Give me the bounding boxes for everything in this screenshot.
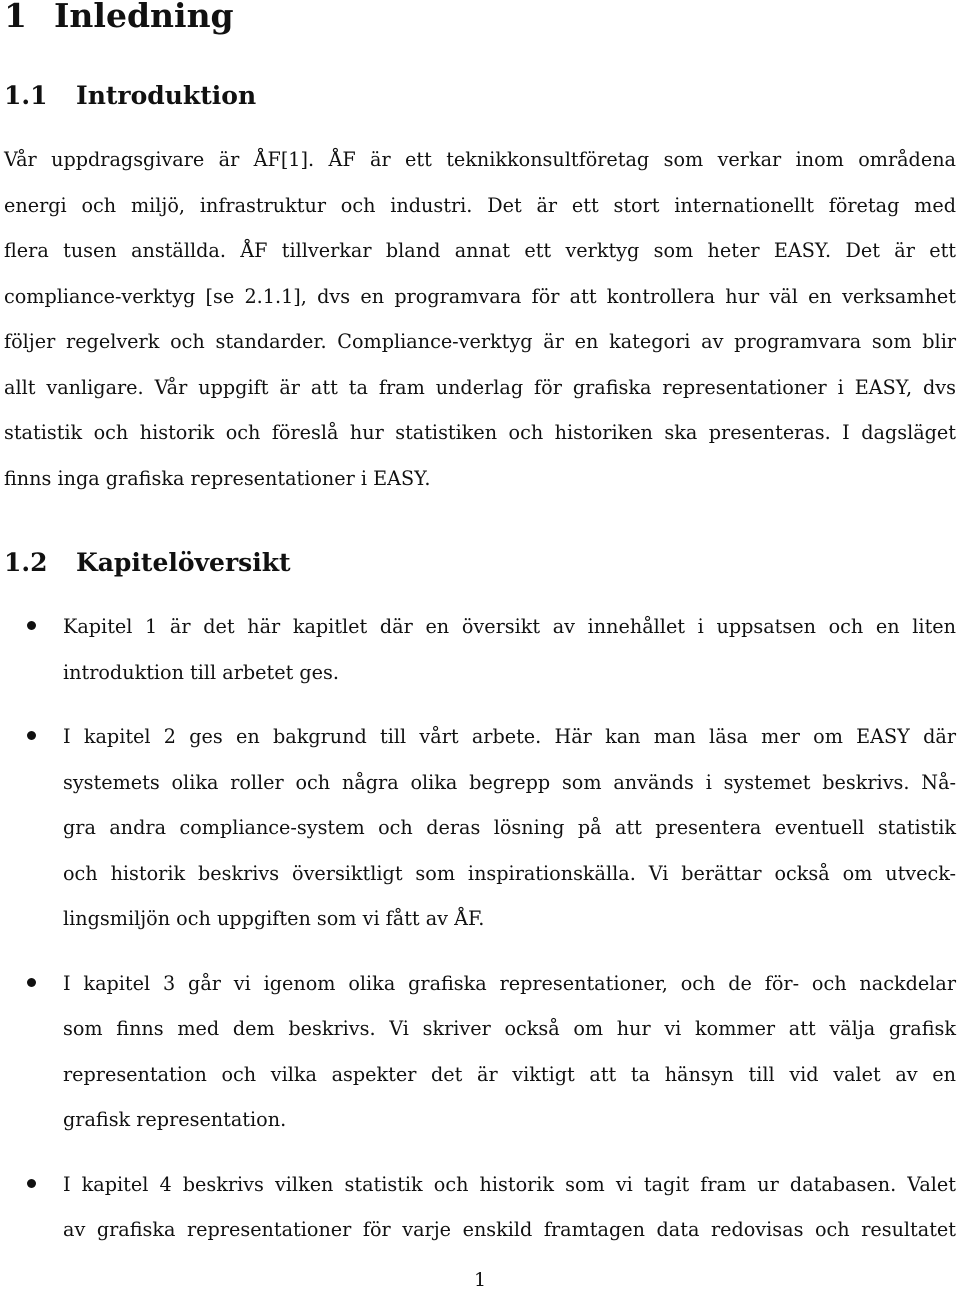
page-number: 1	[473, 1269, 487, 1291]
intro-paragraph	[4, 137, 956, 501]
list-item-text	[63, 961, 956, 1143]
paragraph-line: flera tusen anställda. ÅF tillverkar bland annat ett verktyg som heter EASY. Det är ett	[4, 239, 956, 262]
section-heading-kapiteloversikt	[4, 546, 291, 580]
list-item-line: systemets olika roller och några olika begrepp som används i systemet beskrivs. Nå-	[63, 770, 956, 794]
paragraph-line: finns inga grafiska representationer i EASY.	[4, 466, 431, 490]
bullet-icon	[27, 731, 36, 740]
list-item-text	[63, 714, 956, 942]
section-title: Introduktion	[76, 81, 257, 110]
list-item-text	[63, 604, 956, 695]
list-item-line: I kapitel 3 går vi igenom olika grafiska representationer, och de för- och nackdelar	[63, 971, 956, 995]
section-number: 1.1	[4, 81, 48, 110]
bullet-icon	[27, 978, 36, 987]
list-item-text	[63, 1162, 956, 1253]
list-item-line: som finns med dem beskrivs. Vi skriver också om hur vi kommer att välja grafisk	[63, 1017, 956, 1040]
paragraph-line: allt vanligare. Vår uppgift är att ta fram underlag för grafiska representationer i EASY, dvs	[4, 375, 956, 399]
list-item-line: och historik beskrivs översiktligt som inspirationskälla. Vi berättar också om utveck-	[63, 861, 956, 885]
bullet-icon	[27, 1179, 36, 1188]
chapter-heading	[4, 0, 234, 38]
list-item-line: I kapitel 4 beskrivs vilken statistik och historik som vi tagit fram ur databasen. Valet	[63, 1172, 956, 1196]
paragraph-line: följer regelverk och standarder. Compliance-verktyg är en kategori av programvara som blir	[4, 330, 956, 353]
list-item-line: introduktion till arbetet ges.	[63, 660, 339, 684]
paragraph-line: energi och miljö, infrastruktur och industri. Det är ett stort internationellt företag med	[4, 193, 956, 217]
list-item	[0, 604, 960, 695]
chapter-title: Inledning	[54, 0, 234, 35]
list-item-line: I kapitel 2 ges en bakgrund till vårt arbete. Här kan man läsa mer om EASY där	[63, 725, 956, 748]
list-item-line: lingsmiljön och uppgiften som vi fått av ÅF.	[63, 907, 485, 930]
paragraph-line: statistik och historik och föreslå hur statistiken och historiken ska presenteras. I dagsläget	[4, 421, 956, 444]
section-heading-introduktion	[4, 79, 256, 113]
chapter-number: 1	[4, 0, 27, 35]
list-item-line: representation och vilka aspekter det är viktigt att ta hänsyn till vid valet av en	[63, 1062, 956, 1086]
section-number: 1.2	[4, 548, 48, 577]
list-item-line: av grafiska representationer för varje enskild framtagen data redovisas och resultatet	[63, 1218, 956, 1241]
list-item	[0, 714, 960, 942]
chapter-overview-list	[0, 604, 960, 1272]
paragraph-line: compliance-verktyg [se 2.1.1], dvs en programvara för att kontrollera hur väl en verksamhet	[4, 284, 956, 308]
list-item	[0, 961, 960, 1143]
list-item-line: grafisk representation.	[63, 1108, 287, 1131]
bullet-icon	[27, 621, 36, 630]
list-item-line: gra andra compliance-system och deras lösning på att presentera eventuell statistik	[63, 816, 956, 839]
list-item	[0, 1162, 960, 1253]
list-item-line: Kapitel 1 är det här kapitlet där en översikt av innehållet i uppsatsen och en liten	[63, 615, 956, 638]
paragraph-line: Vår uppdragsgivare är ÅF[1]. ÅF är ett teknikkonsultföretag som verkar inom områdena	[4, 148, 956, 171]
section-title: Kapitelöversikt	[76, 548, 291, 577]
